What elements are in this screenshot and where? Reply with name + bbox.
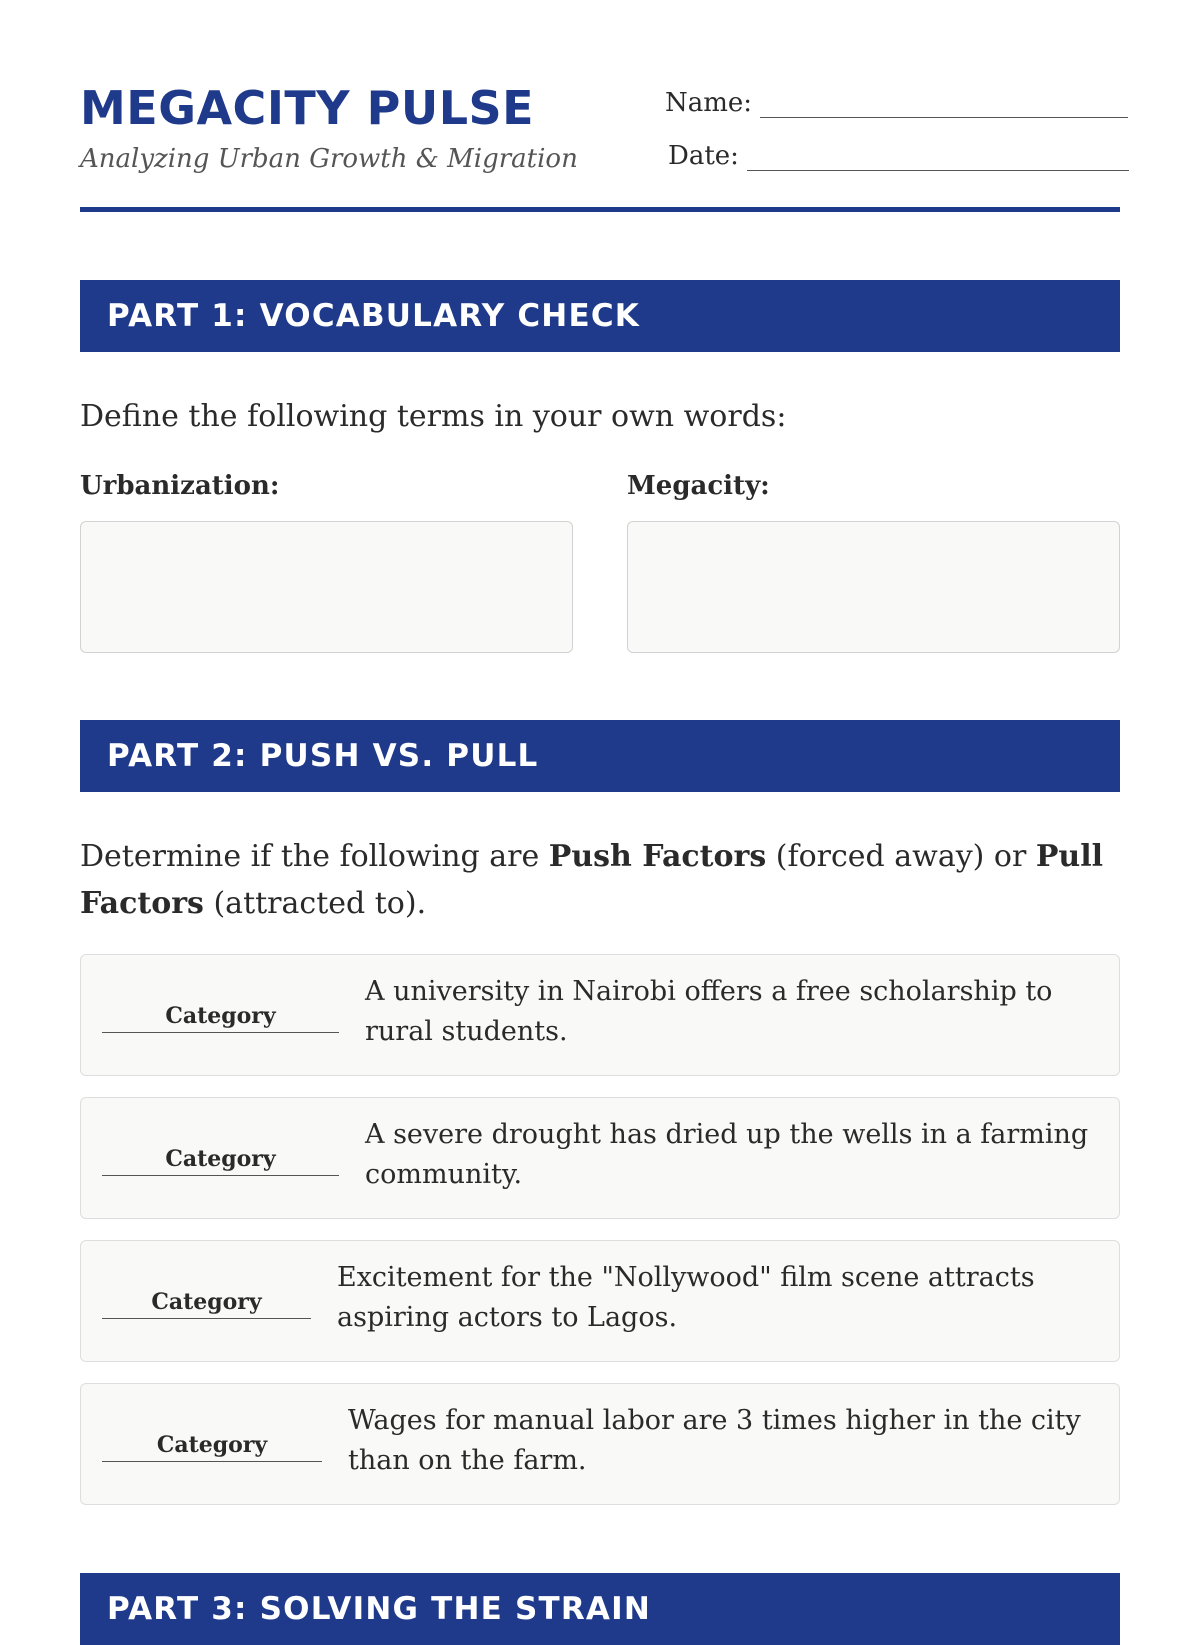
header-divider [80, 207, 1120, 212]
part2-instructions [80, 833, 1120, 927]
factor-row [80, 1383, 1120, 1505]
megacity-answer-box[interactable] [627, 521, 1120, 653]
pull-factors-term: Pull Factors [80, 839, 1104, 921]
pull-factors-desc: (attracted to). [203, 886, 427, 921]
factor-row [80, 1240, 1120, 1362]
part1-instructions: Define the following terms in your own words: [80, 399, 787, 434]
name-label: Name: [665, 88, 753, 118]
name-field [665, 88, 1128, 118]
factor-statement: A severe drought has dried up the wells in a farming community. [365, 1119, 1089, 1190]
part1-heading: PART 1: VOCABULARY CHECK [80, 280, 1120, 352]
name-blank[interactable] [760, 91, 1128, 118]
date-blank[interactable] [747, 144, 1129, 171]
worksheet-page [80, 0, 1120, 1627]
push-factors-desc: (forced away) or [766, 839, 1036, 874]
category-blank[interactable]: Category [102, 1286, 311, 1319]
part2-instructions-prefix: Determine if the following are [80, 839, 549, 874]
factor-statement: Wages for manual labor are 3 times higher in the city than on the farm. [348, 1405, 1081, 1476]
urbanization-answer-box[interactable] [80, 521, 573, 653]
category-blank[interactable]: Category [102, 1143, 339, 1176]
worksheet-header [80, 80, 1120, 210]
vocab-label-urbanization: Urbanization: [80, 471, 280, 501]
category-blank[interactable]: Category [102, 1429, 322, 1462]
factor-statement: A university in Nairobi offers a free scholarship to rural students. [365, 976, 1053, 1047]
date-field [668, 141, 1129, 171]
factor-row [80, 1097, 1120, 1219]
date-label: Date: [668, 141, 739, 171]
part3-heading: PART 3: SOLVING THE STRAIN [80, 1573, 1120, 1645]
worksheet-title: MEGACITY PULSE [80, 81, 535, 135]
worksheet-subtitle: Analyzing Urban Growth & Migration [80, 144, 578, 174]
factor-statement: Excitement for the "Nollywood" film scene attracts aspiring actors to Lagos. [337, 1262, 1035, 1333]
category-blank[interactable]: Category [102, 1000, 339, 1033]
factor-row [80, 954, 1120, 1076]
part2-heading: PART 2: PUSH VS. PULL [80, 720, 1120, 792]
push-factors-term: Push Factors [548, 839, 767, 874]
vocab-label-megacity: Megacity: [627, 471, 770, 501]
